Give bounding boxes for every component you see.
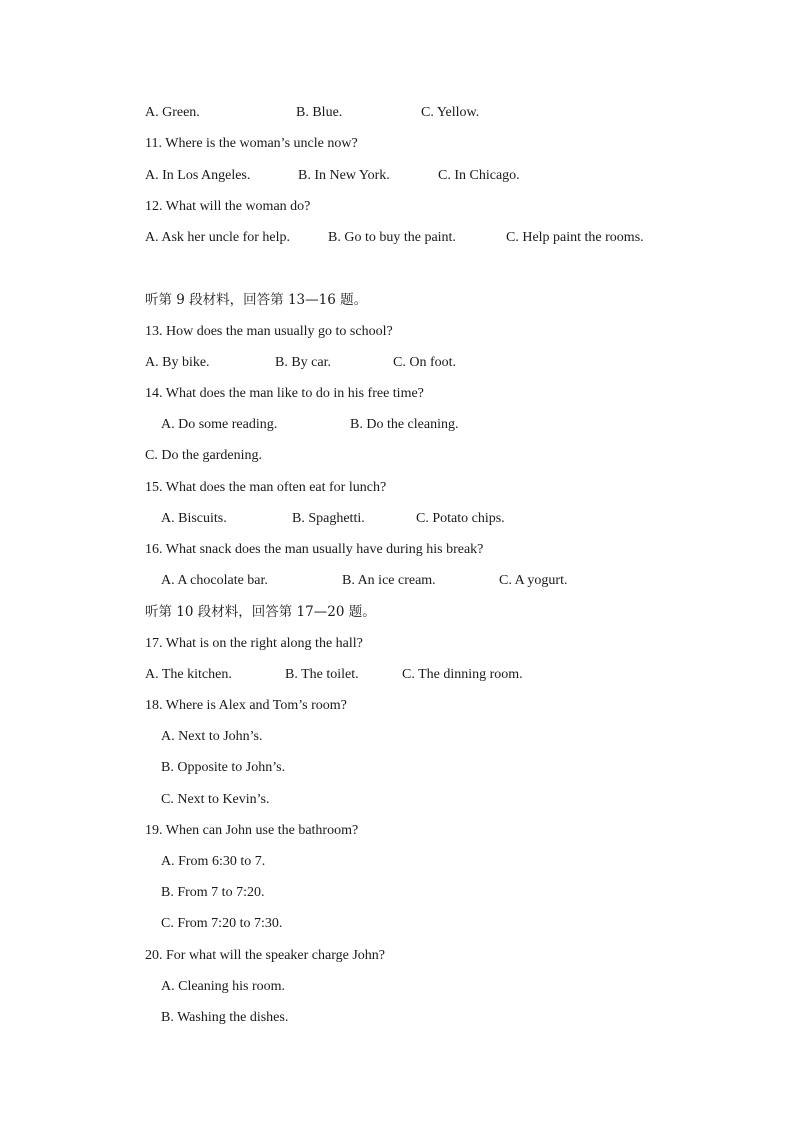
q16-stem: 16. What snack does the man usually have during his break?: [145, 542, 484, 557]
q15-option-c: C. Potato chips.: [416, 511, 505, 526]
q16-option-a: A. A chocolate bar.: [161, 573, 268, 588]
q19-option-a: A. From 6:30 to 7.: [161, 854, 266, 869]
q12-option-c: C. Help paint the rooms.: [506, 230, 644, 245]
q12-option-a: A. Ask her uncle for help.: [145, 230, 291, 245]
q19-stem: 19. When can John use the bathroom?: [145, 823, 359, 838]
q11-stem: 11. Where is the woman’s uncle now?: [145, 136, 358, 151]
q17-option-b: B. The toilet.: [285, 667, 359, 682]
q19-option-c: C. From 7:20 to 7:30.: [161, 916, 283, 931]
q15-option-a: A. Biscuits.: [161, 511, 227, 526]
q13-option-b: B. By car.: [275, 355, 331, 370]
q17-option-a: A. The kitchen.: [145, 667, 232, 682]
q13-option-c: C. On foot.: [393, 355, 456, 370]
q20-stem: 20. For what will the speaker charge John?: [145, 948, 386, 963]
q14-option-c: C. Do the gardening.: [145, 448, 263, 463]
q10-option-a: A. Green.: [145, 105, 200, 120]
q12-stem: 12. What will the woman do?: [145, 199, 311, 214]
q10-option-b: B. Blue.: [296, 105, 343, 120]
q14-option-b: B. Do the cleaning.: [350, 417, 459, 432]
q13-option-a: A. By bike.: [145, 355, 210, 370]
q16-option-b: B. An ice cream.: [342, 573, 436, 588]
section-10-heading: 听第 10 段材料，回答第 17—20 题。: [145, 604, 376, 620]
q20-option-a: A. Cleaning his room.: [161, 979, 286, 994]
q13-stem: 13. How does the man usually go to school?: [145, 324, 393, 339]
q18-stem: 18. Where is Alex and Tom’s room?: [145, 698, 347, 713]
q11-option-c: C. In Chicago.: [438, 168, 520, 183]
q14-stem: 14. What does the man like to do in his free time?: [145, 386, 424, 401]
q17-stem: 17. What is on the right along the hall?: [145, 636, 363, 651]
q18-option-a: A. Next to John’s.: [161, 729, 263, 744]
q15-stem: 15. What does the man often eat for lunch?: [145, 480, 387, 495]
q14-option-a: A. Do some reading.: [161, 417, 278, 432]
q17-option-c: C. The dinning room.: [402, 667, 523, 682]
q12-option-b: B. Go to buy the paint.: [328, 230, 456, 245]
q15-option-b: B. Spaghetti.: [292, 511, 365, 526]
section-9-heading: 听第 9 段材料，回答第 13—16 题。: [145, 292, 368, 308]
q20-option-b: B. Washing the dishes.: [161, 1010, 289, 1025]
q10-option-c: C. Yellow.: [421, 105, 480, 120]
q18-option-b: B. Opposite to John’s.: [161, 760, 286, 775]
q11-option-a: A. In Los Angeles.: [145, 168, 251, 183]
q19-option-b: B. From 7 to 7:20.: [161, 885, 265, 900]
q18-option-c: C. Next to Kevin’s.: [161, 792, 270, 807]
q16-option-c: C. A yogurt.: [499, 573, 568, 588]
q11-option-b: B. In New York.: [298, 168, 390, 183]
